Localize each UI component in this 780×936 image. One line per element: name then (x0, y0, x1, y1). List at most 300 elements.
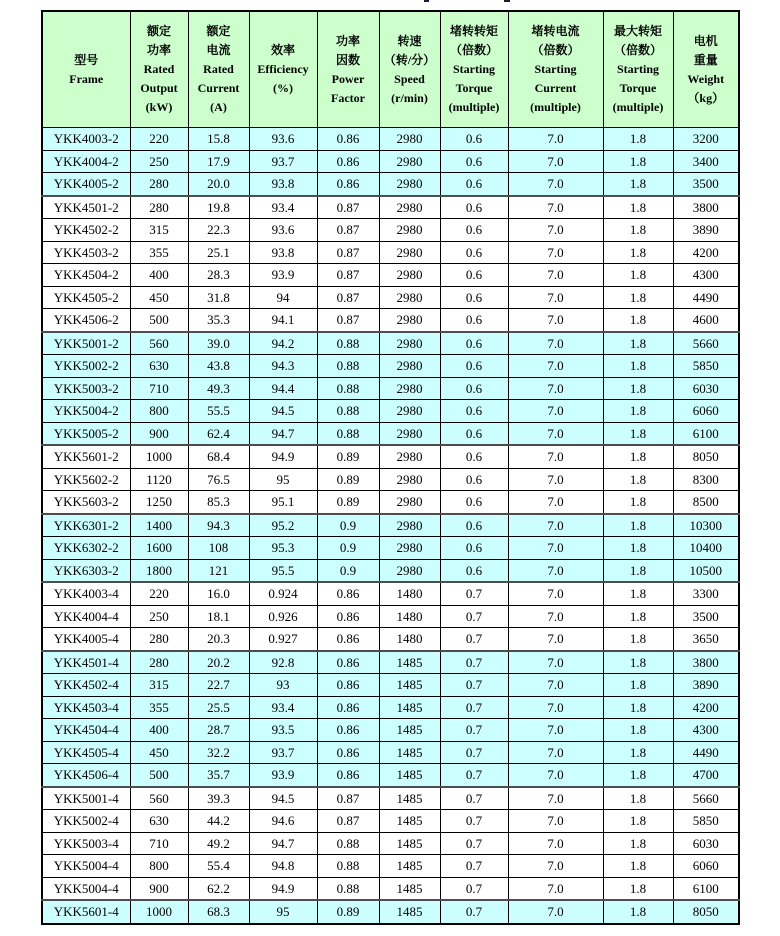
cell-speed: 2980 (379, 377, 440, 400)
header-line: 额定 (206, 24, 231, 38)
cell-speed: 2980 (379, 150, 440, 173)
cell-rated_output: 630 (130, 810, 188, 833)
table-row (42, 196, 739, 219)
cell-max_torque: 1.8 (603, 582, 673, 605)
cell-frame: YKK4503-4 (42, 696, 130, 719)
cell-rated_output: 1800 (130, 559, 188, 582)
cell-max_torque: 1.8 (603, 719, 673, 742)
cell-starting_current: 7.0 (508, 810, 603, 833)
cell-starting_torque: 0.7 (440, 628, 508, 651)
cell-max_torque: 1.8 (603, 674, 673, 697)
cell-speed: 1485 (379, 719, 440, 742)
cell-speed: 2980 (379, 286, 440, 309)
table-row (42, 741, 739, 764)
cell-max_torque: 1.8 (603, 559, 673, 582)
cell-starting_current: 7.0 (508, 332, 603, 355)
cell-power_factor: 0.89 (317, 900, 379, 924)
cell-rated_current: 43.8 (188, 355, 249, 378)
cell-efficiency: 0.927 (249, 628, 317, 651)
cell-rated_output: 220 (130, 128, 188, 151)
cell-weight: 8500 (673, 491, 739, 514)
header-line: Starting (453, 62, 495, 76)
cell-starting_torque: 0.6 (440, 537, 508, 560)
cell-speed: 2980 (379, 173, 440, 196)
header-line: 堵转转矩 (449, 24, 498, 38)
cell-frame: YKK4005-4 (42, 628, 130, 651)
cell-speed: 1485 (379, 787, 440, 810)
cell-max_torque: 1.8 (603, 651, 673, 674)
cell-frame: YKK5602-2 (42, 468, 130, 491)
cell-starting_torque: 0.6 (440, 422, 508, 445)
cell-starting_current: 7.0 (508, 605, 603, 628)
cell-rated_current: 20.0 (188, 173, 249, 196)
cell-starting_torque: 0.6 (440, 150, 508, 173)
header-line: Power (331, 71, 365, 86)
cell-starting_current: 7.0 (508, 628, 603, 651)
cell-weight: 3890 (673, 219, 739, 242)
cell-power_factor: 0.86 (317, 605, 379, 628)
cell-rated_output: 400 (130, 719, 188, 742)
cell-starting_torque: 0.7 (440, 651, 508, 674)
header-line: Current (534, 81, 577, 95)
cell-weight: 3300 (673, 582, 739, 605)
header-line: (multiple) (530, 100, 581, 114)
cell-max_torque: 1.8 (603, 468, 673, 491)
cell-starting_current: 7.0 (508, 377, 603, 400)
cell-rated_output: 355 (130, 241, 188, 264)
cell-rated_current: 39.3 (188, 787, 249, 810)
cell-rated_output: 280 (130, 173, 188, 196)
cell-max_torque: 1.8 (603, 491, 673, 514)
cell-frame: YKK4504-4 (42, 719, 130, 742)
cell-rated_current: 22.3 (188, 219, 249, 242)
cell-power_factor: 0.86 (317, 651, 379, 674)
cell-power_factor: 0.86 (317, 628, 379, 651)
cell-weight: 6060 (673, 855, 739, 878)
cell-starting_current: 7.0 (508, 150, 603, 173)
table-row (42, 241, 739, 264)
cell-speed: 1485 (379, 900, 440, 924)
cell-power_factor: 0.86 (317, 674, 379, 697)
cell-rated_output: 500 (130, 764, 188, 787)
cell-efficiency: 94.5 (249, 400, 317, 423)
column-header-rated_current (188, 11, 249, 128)
cell-max_torque: 1.8 (603, 764, 673, 787)
cell-starting_torque: 0.6 (440, 309, 508, 332)
cell-power_factor: 0.88 (317, 400, 379, 423)
cell-power_factor: 0.88 (317, 855, 379, 878)
cell-rated_current: 18.1 (188, 605, 249, 628)
cell-weight: 6100 (673, 422, 739, 445)
header-line: 电机 (693, 33, 718, 48)
table-row (42, 309, 739, 332)
cell-frame: YKK4003-2 (42, 128, 130, 151)
cell-power_factor: 0.87 (317, 196, 379, 219)
header-line: 额定 (146, 24, 171, 38)
cell-efficiency: 93.8 (249, 241, 317, 264)
table-row (42, 900, 739, 924)
cell-starting_current: 7.0 (508, 422, 603, 445)
cell-starting_torque: 0.7 (440, 674, 508, 697)
cell-efficiency: 94.6 (249, 810, 317, 833)
cell-weight: 6030 (673, 377, 739, 400)
header-line: 功率 (146, 43, 171, 57)
cell-efficiency: 95.3 (249, 537, 317, 560)
cell-speed: 2980 (379, 422, 440, 445)
cell-rated_current: 28.3 (188, 264, 249, 287)
header-line: (multiple) (612, 100, 664, 114)
cell-frame: YKK4004-2 (42, 150, 130, 173)
cell-starting_current: 7.0 (508, 219, 603, 242)
cell-weight: 6030 (673, 832, 739, 855)
cell-weight: 3400 (673, 150, 739, 173)
cell-max_torque: 1.8 (603, 832, 673, 855)
cell-starting_current: 7.0 (508, 651, 603, 674)
cell-weight: 3500 (673, 605, 739, 628)
cell-rated_current: 39.0 (188, 332, 249, 355)
cell-speed: 2980 (379, 128, 440, 151)
cell-weight: 4600 (673, 309, 739, 332)
cell-rated_output: 1120 (130, 468, 188, 491)
cell-rated_output: 280 (130, 628, 188, 651)
cell-efficiency: 93.9 (249, 264, 317, 287)
cell-weight: 4200 (673, 241, 739, 264)
cell-frame: YKK4501-2 (42, 196, 130, 219)
header-line: 电流 (206, 43, 231, 57)
cell-speed: 1480 (379, 582, 440, 605)
cell-power_factor: 0.9 (317, 537, 379, 560)
table-row (42, 377, 739, 400)
cell-rated_output: 630 (130, 355, 188, 378)
cell-speed: 2980 (379, 445, 440, 468)
header-line: （转/分） (383, 52, 436, 67)
table-row (42, 628, 739, 651)
table-row (42, 787, 739, 810)
header-line: Speed (394, 71, 425, 86)
table-row (42, 468, 739, 491)
clipped-text-fragment (424, 0, 429, 2)
table-row (42, 559, 739, 582)
cell-power_factor: 0.87 (317, 264, 379, 287)
cell-rated_output: 900 (130, 422, 188, 445)
cell-efficiency: 93.9 (249, 764, 317, 787)
cell-max_torque: 1.8 (603, 810, 673, 833)
cell-weight: 10500 (673, 559, 739, 582)
cell-efficiency: 95.5 (249, 559, 317, 582)
header-line: Output (140, 81, 178, 95)
cell-rated_current: 22.7 (188, 674, 249, 697)
cell-power_factor: 0.87 (317, 787, 379, 810)
cell-weight: 3650 (673, 628, 739, 651)
cell-starting_current: 7.0 (508, 128, 603, 151)
cell-frame: YKK5002-2 (42, 355, 130, 378)
table-row (42, 150, 739, 173)
cell-max_torque: 1.8 (603, 196, 673, 219)
table-row (42, 445, 739, 468)
cell-starting_torque: 0.6 (440, 559, 508, 582)
cell-efficiency: 95.2 (249, 514, 317, 537)
cell-speed: 1485 (379, 855, 440, 878)
cell-rated_output: 800 (130, 400, 188, 423)
cell-power_factor: 0.88 (317, 355, 379, 378)
cell-rated_current: 68.4 (188, 445, 249, 468)
table-row (42, 674, 739, 697)
cell-efficiency: 94.9 (249, 445, 317, 468)
cell-rated_current: 28.7 (188, 719, 249, 742)
cell-frame: YKK4003-4 (42, 582, 130, 605)
cell-rated_current: 20.3 (188, 628, 249, 651)
cell-rated_current: 44.2 (188, 810, 249, 833)
cell-rated_current: 94.3 (188, 514, 249, 537)
header-line: Current (197, 81, 240, 95)
header-line: (r/min) (391, 90, 428, 105)
cell-weight: 4200 (673, 696, 739, 719)
cell-max_torque: 1.8 (603, 741, 673, 764)
table-row (42, 832, 739, 855)
cell-speed: 1485 (379, 674, 440, 697)
header-line: Starting (617, 62, 659, 76)
cell-weight: 3800 (673, 651, 739, 674)
cell-power_factor: 0.86 (317, 696, 379, 719)
cell-speed: 1485 (379, 764, 440, 787)
cell-max_torque: 1.8 (603, 355, 673, 378)
table-row (42, 810, 739, 833)
cell-frame: YKK5003-4 (42, 832, 130, 855)
cell-speed: 1485 (379, 877, 440, 900)
cell-efficiency: 94.1 (249, 309, 317, 332)
cell-starting_current: 7.0 (508, 582, 603, 605)
cell-rated_output: 560 (130, 332, 188, 355)
cell-power_factor: 0.88 (317, 332, 379, 355)
cell-frame: YKK5005-2 (42, 422, 130, 445)
cell-efficiency: 94.9 (249, 877, 317, 900)
table-row (42, 491, 739, 514)
cell-max_torque: 1.8 (603, 264, 673, 287)
cell-starting_current: 7.0 (508, 468, 603, 491)
cell-frame: YKK6303-2 (42, 559, 130, 582)
cell-efficiency: 95 (249, 468, 317, 491)
cell-frame: YKK5004-4 (42, 855, 130, 878)
header-line: Rated (143, 62, 175, 76)
cell-starting_current: 7.0 (508, 491, 603, 514)
header-line: 型号 (74, 52, 99, 67)
cell-frame: YKK5004-2 (42, 400, 130, 423)
cell-efficiency: 93 (249, 674, 317, 697)
cell-power_factor: 0.89 (317, 491, 379, 514)
cell-weight: 5660 (673, 332, 739, 355)
header-line: (%) (273, 81, 293, 95)
cell-starting_current: 7.0 (508, 400, 603, 423)
table-row (42, 400, 739, 423)
column-header-power_factor (317, 11, 379, 128)
cell-max_torque: 1.8 (603, 537, 673, 560)
cell-starting_current: 7.0 (508, 832, 603, 855)
cell-max_torque: 1.8 (603, 286, 673, 309)
table-row (42, 855, 739, 878)
table-row (42, 877, 739, 900)
cell-speed: 2980 (379, 241, 440, 264)
cell-frame: YKK6302-2 (42, 537, 130, 560)
cell-frame: YKK4502-4 (42, 674, 130, 697)
header-line: Starting (534, 62, 577, 76)
cell-starting_current: 7.0 (508, 855, 603, 878)
cell-rated_current: 15.8 (188, 128, 249, 151)
cell-speed: 1485 (379, 741, 440, 764)
cell-power_factor: 0.86 (317, 582, 379, 605)
cell-rated_output: 450 (130, 286, 188, 309)
cell-efficiency: 94.7 (249, 422, 317, 445)
cell-speed: 2980 (379, 309, 440, 332)
cell-max_torque: 1.8 (603, 877, 673, 900)
cell-rated_output: 500 (130, 309, 188, 332)
cell-frame: YKK5001-2 (42, 332, 130, 355)
table-row (42, 514, 739, 537)
cell-frame: YKK5004-4 (42, 877, 130, 900)
header-line: 转速 (397, 33, 422, 48)
cell-speed: 2980 (379, 196, 440, 219)
header-line: Torque (455, 81, 493, 95)
header-line: 最大转矩 (613, 24, 662, 38)
table-row (42, 719, 739, 742)
cell-efficiency: 94 (249, 286, 317, 309)
header-line: (kW) (145, 100, 173, 114)
cell-power_factor: 0.86 (317, 719, 379, 742)
cell-rated_output: 280 (130, 196, 188, 219)
cell-frame: YKK4506-4 (42, 764, 130, 787)
cell-speed: 2980 (379, 355, 440, 378)
cell-efficiency: 93.7 (249, 150, 317, 173)
header-line: Efficiency (257, 62, 309, 76)
header-line: Rated (203, 62, 234, 76)
table-row (42, 264, 739, 287)
header-line: Factor (331, 90, 365, 105)
motor-spec-table (41, 10, 740, 925)
cell-weight: 5850 (673, 355, 739, 378)
cell-weight: 8050 (673, 445, 739, 468)
column-header-weight (673, 11, 739, 128)
cell-max_torque: 1.8 (603, 445, 673, 468)
cell-starting_current: 7.0 (508, 445, 603, 468)
cell-starting_torque: 0.6 (440, 264, 508, 287)
cell-starting_current: 7.0 (508, 196, 603, 219)
cell-rated_current: 25.5 (188, 696, 249, 719)
cell-starting_torque: 0.7 (440, 787, 508, 810)
cell-max_torque: 1.8 (603, 400, 673, 423)
cell-rated_current: 121 (188, 559, 249, 582)
cell-power_factor: 0.88 (317, 877, 379, 900)
cell-weight: 4490 (673, 741, 739, 764)
cell-power_factor: 0.88 (317, 377, 379, 400)
cell-frame: YKK5002-4 (42, 810, 130, 833)
cell-starting_torque: 0.6 (440, 241, 508, 264)
cell-power_factor: 0.86 (317, 128, 379, 151)
cell-starting_current: 7.0 (508, 719, 603, 742)
cell-rated_current: 16.0 (188, 582, 249, 605)
cell-weight: 3800 (673, 196, 739, 219)
table-body (42, 128, 739, 924)
cell-starting_torque: 0.7 (440, 900, 508, 924)
cell-efficiency: 94.3 (249, 355, 317, 378)
header-line: （倍数） (531, 43, 580, 57)
cell-power_factor: 0.87 (317, 219, 379, 242)
header-line: Torque (619, 81, 657, 95)
table-row (42, 605, 739, 628)
cell-rated_output: 355 (130, 696, 188, 719)
cell-frame: YKK4505-4 (42, 741, 130, 764)
cell-starting_current: 7.0 (508, 241, 603, 264)
cell-starting_torque: 0.6 (440, 355, 508, 378)
cell-weight: 4490 (673, 286, 739, 309)
cell-starting_current: 7.0 (508, 286, 603, 309)
cell-power_factor: 0.88 (317, 832, 379, 855)
header-line: Frame (69, 71, 104, 86)
cell-rated_current: 62.4 (188, 422, 249, 445)
cell-efficiency: 93.7 (249, 741, 317, 764)
cell-rated_current: 76.5 (188, 468, 249, 491)
header-line: (A) (210, 100, 227, 114)
cell-efficiency: 93.8 (249, 173, 317, 196)
cell-weight: 4300 (673, 719, 739, 742)
cell-speed: 1480 (379, 605, 440, 628)
column-header-frame (42, 11, 130, 128)
cell-starting_torque: 0.6 (440, 196, 508, 219)
cell-speed: 1485 (379, 651, 440, 674)
cell-starting_torque: 0.7 (440, 832, 508, 855)
table-header (42, 11, 739, 128)
cell-rated_output: 220 (130, 582, 188, 605)
cell-power_factor: 0.86 (317, 173, 379, 196)
cell-rated_output: 450 (130, 741, 188, 764)
cell-power_factor: 0.86 (317, 741, 379, 764)
cell-starting_current: 7.0 (508, 674, 603, 697)
cell-speed: 2980 (379, 514, 440, 537)
table-row (42, 286, 739, 309)
cell-frame: YKK5001-4 (42, 787, 130, 810)
cell-power_factor: 0.89 (317, 468, 379, 491)
cell-max_torque: 1.8 (603, 900, 673, 924)
header-line: 效率 (270, 43, 295, 57)
cell-rated_output: 710 (130, 377, 188, 400)
cell-weight: 8050 (673, 900, 739, 924)
cell-rated_output: 1000 (130, 900, 188, 924)
cell-starting_current: 7.0 (508, 877, 603, 900)
table-row (42, 355, 739, 378)
cell-rated_output: 900 (130, 877, 188, 900)
cell-starting_torque: 0.7 (440, 582, 508, 605)
cell-efficiency: 95 (249, 900, 317, 924)
cell-weight: 6100 (673, 877, 739, 900)
cell-efficiency: 95.1 (249, 491, 317, 514)
cell-power_factor: 0.9 (317, 559, 379, 582)
cell-frame: YKK5601-2 (42, 445, 130, 468)
cell-efficiency: 0.924 (249, 582, 317, 605)
header-line: 堵转电流 (531, 24, 580, 38)
cell-starting_torque: 0.7 (440, 719, 508, 742)
cell-power_factor: 0.86 (317, 764, 379, 787)
header-line: Weight (687, 71, 725, 86)
cell-starting_torque: 0.6 (440, 286, 508, 309)
table-row (42, 219, 739, 242)
cell-max_torque: 1.8 (603, 422, 673, 445)
cell-rated_current: 55.4 (188, 855, 249, 878)
cell-max_torque: 1.8 (603, 628, 673, 651)
cell-starting_torque: 0.7 (440, 696, 508, 719)
cell-efficiency: 94.4 (249, 377, 317, 400)
cell-rated_current: 55.5 (188, 400, 249, 423)
cell-rated_output: 1000 (130, 445, 188, 468)
cell-rated_current: 49.3 (188, 377, 249, 400)
cell-speed: 2980 (379, 264, 440, 287)
